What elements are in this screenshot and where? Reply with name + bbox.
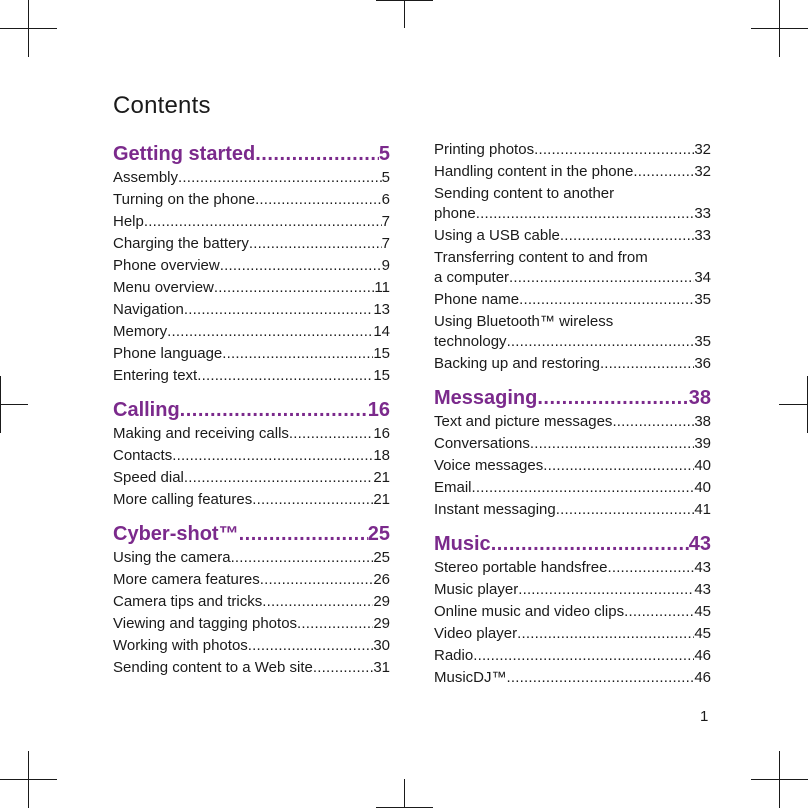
toc-entry[interactable] xyxy=(113,366,390,388)
entry-page: 9 xyxy=(381,257,390,274)
dot-leader xyxy=(231,548,374,568)
dot-leader xyxy=(313,658,373,678)
crop-mark xyxy=(0,404,28,405)
dot-leader xyxy=(172,446,373,466)
toc-entry[interactable] xyxy=(434,140,711,162)
toc-left-column xyxy=(113,140,390,680)
dot-leader xyxy=(178,168,382,188)
entry-label-line2: a computer xyxy=(434,269,510,286)
toc-entry[interactable] xyxy=(434,478,711,500)
toc-right-column xyxy=(434,140,711,690)
dot-leader xyxy=(297,614,373,634)
toc-entry[interactable] xyxy=(434,500,711,522)
entry-page: 43 xyxy=(694,559,711,576)
crop-mark xyxy=(404,779,405,808)
dot-leader xyxy=(556,500,695,520)
dot-leader xyxy=(518,580,694,600)
entry-label: Video player xyxy=(434,625,518,642)
toc-entry[interactable] xyxy=(113,614,390,636)
dot-leader xyxy=(612,412,694,432)
entry-label: Making and receiving calls xyxy=(113,425,289,442)
entry-page: 15 xyxy=(373,367,390,384)
toc-entry[interactable] xyxy=(434,184,711,224)
dot-leader xyxy=(220,256,382,276)
dot-leader xyxy=(607,558,694,578)
section-page: 43 xyxy=(688,533,711,555)
entry-page: 40 xyxy=(694,479,711,496)
entry-page: 43 xyxy=(694,581,711,598)
dot-leader xyxy=(184,468,373,488)
dot-leader xyxy=(633,162,694,182)
dot-leader xyxy=(473,646,694,666)
toc-entry[interactable] xyxy=(113,570,390,592)
toc-entry[interactable] xyxy=(434,248,711,288)
entry-page: 29 xyxy=(373,615,390,632)
dot-leader xyxy=(167,322,373,342)
dot-leader xyxy=(222,344,373,364)
section-title: Calling xyxy=(113,399,180,421)
toc-entry[interactable] xyxy=(434,226,711,248)
crop-mark xyxy=(0,376,1,433)
toc-entry[interactable] xyxy=(113,490,390,512)
crop-mark xyxy=(404,0,405,28)
toc-entry[interactable] xyxy=(434,602,711,624)
entry-label: Entering text xyxy=(113,367,198,384)
toc-entry[interactable] xyxy=(434,668,711,690)
entry-label: Contacts xyxy=(113,447,173,464)
entry-label: Email xyxy=(434,479,472,496)
entry-label: Instant messaging xyxy=(434,501,556,518)
entry-page: 13 xyxy=(373,301,390,318)
toc-entry[interactable] xyxy=(113,344,390,366)
dot-leader xyxy=(519,290,694,310)
entry-page: 21 xyxy=(373,491,390,508)
entry-label-line1: Using Bluetooth™ wireless xyxy=(434,313,614,330)
toc-entry[interactable] xyxy=(113,592,390,614)
dot-leader xyxy=(476,204,695,224)
entry-page: 15 xyxy=(373,345,390,362)
entry-label: Sending content to a Web site xyxy=(113,659,313,676)
toc-entry[interactable] xyxy=(434,312,711,352)
toc-entry[interactable] xyxy=(434,290,711,312)
entry-page: 39 xyxy=(694,435,711,452)
dot-leader xyxy=(507,668,695,688)
entry-label: MusicDJ™ xyxy=(434,669,507,686)
dot-leader xyxy=(184,300,373,320)
entry-label: Printing photos xyxy=(434,141,535,158)
section-title: Messaging xyxy=(434,387,538,409)
toc-section-heading[interactable] xyxy=(113,520,390,548)
entry-page: 40 xyxy=(694,457,711,474)
entry-page: 11 xyxy=(374,279,390,296)
entry-label: Viewing and tagging photos xyxy=(113,615,298,632)
section-title: Getting started xyxy=(113,143,256,165)
dot-leader xyxy=(543,456,694,476)
entry-label: Backing up and restoring xyxy=(434,355,600,372)
entry-label-line2: phone xyxy=(434,205,476,222)
crop-mark xyxy=(376,0,433,1)
toc-entry[interactable] xyxy=(113,190,390,212)
dot-leader xyxy=(507,332,695,352)
dot-leader xyxy=(534,140,694,160)
entry-page: 7 xyxy=(381,235,390,252)
entry-page: 29 xyxy=(373,593,390,610)
dot-leader xyxy=(260,570,374,590)
section-title: Cyber-shot™ xyxy=(113,523,239,545)
entry-label: Turning on the phone xyxy=(113,191,256,208)
page-number: 1 xyxy=(700,708,709,725)
toc-section-heading[interactable] xyxy=(113,140,390,168)
entry-page: 34 xyxy=(694,269,711,286)
entry-page: 32 xyxy=(694,163,711,180)
entry-label: Using the camera xyxy=(113,549,231,566)
entry-page: 46 xyxy=(694,647,711,664)
dot-leader xyxy=(180,396,368,424)
entry-label-line1: Sending content to another xyxy=(434,185,615,202)
dot-leader xyxy=(530,434,694,454)
dot-leader xyxy=(472,478,695,498)
entry-page: 5 xyxy=(381,169,390,186)
toc-entry[interactable] xyxy=(113,256,390,278)
entry-page: 33 xyxy=(694,227,711,244)
toc-entry[interactable] xyxy=(434,646,711,668)
entry-page: 33 xyxy=(694,205,711,222)
entry-page: 26 xyxy=(373,571,390,588)
entry-page: 30 xyxy=(373,637,390,654)
entry-page: 35 xyxy=(694,291,711,308)
dot-leader xyxy=(560,226,694,246)
entry-label: Help xyxy=(113,213,144,230)
section-page: 5 xyxy=(378,143,390,165)
entry-label: Music player xyxy=(434,581,519,598)
section-title: Music xyxy=(434,533,491,555)
toc-entry[interactable] xyxy=(434,580,711,602)
section-page: 25 xyxy=(367,523,390,545)
toc-entry[interactable] xyxy=(434,456,711,478)
crop-mark xyxy=(0,28,57,29)
entry-page: 35 xyxy=(694,333,711,350)
entry-label: Stereo portable handsfree xyxy=(434,559,608,576)
page-title: Contents xyxy=(113,92,211,119)
crop-mark xyxy=(779,404,808,405)
entry-page: 41 xyxy=(694,501,711,518)
entry-label: Using a USB cable xyxy=(434,227,560,244)
dot-leader xyxy=(248,636,374,656)
dot-leader xyxy=(239,520,368,548)
dot-leader xyxy=(249,234,382,254)
entry-page: 16 xyxy=(373,425,390,442)
toc-entry[interactable] xyxy=(434,354,711,376)
entry-label: Charging the battery xyxy=(113,235,249,252)
toc-entry[interactable] xyxy=(434,624,711,646)
section-page: 16 xyxy=(367,399,390,421)
crop-mark xyxy=(751,779,808,780)
entry-label: Memory xyxy=(113,323,168,340)
dot-leader xyxy=(197,366,373,386)
dot-leader xyxy=(491,530,689,558)
dot-leader xyxy=(255,140,379,168)
entry-label-line1: Transferring content to and from xyxy=(434,249,648,266)
entry-label: Online music and video clips xyxy=(434,603,625,620)
entry-label: Phone overview xyxy=(113,257,220,274)
entry-label: More camera features xyxy=(113,571,260,588)
dot-leader xyxy=(509,268,694,288)
dot-leader xyxy=(262,592,373,612)
toc-entry[interactable] xyxy=(113,234,390,256)
toc-entry[interactable] xyxy=(434,162,711,184)
dot-leader xyxy=(517,624,694,644)
toc-entry[interactable] xyxy=(113,658,390,680)
entry-label: Assembly xyxy=(113,169,179,186)
toc-entry[interactable] xyxy=(113,322,390,344)
entry-label: Speed dial xyxy=(113,469,184,486)
entry-page: 36 xyxy=(694,355,711,372)
entry-label: Handling content in the phone xyxy=(434,163,634,180)
crop-mark xyxy=(0,779,57,780)
dot-leader xyxy=(144,212,382,232)
entry-page: 32 xyxy=(694,141,711,158)
entry-label: Voice messages xyxy=(434,457,544,474)
entry-label: Radio xyxy=(434,647,474,664)
toc-entry[interactable] xyxy=(113,424,390,446)
dot-leader xyxy=(600,354,694,374)
entry-page: 38 xyxy=(694,413,711,430)
entry-page: 6 xyxy=(381,191,390,208)
entry-page: 31 xyxy=(373,659,390,676)
entry-label: Navigation xyxy=(113,301,184,318)
toc-entry[interactable] xyxy=(113,548,390,570)
entry-label: Phone language xyxy=(113,345,223,362)
toc-entry[interactable] xyxy=(113,168,390,190)
section-page: 38 xyxy=(688,387,711,409)
entry-page: 45 xyxy=(694,603,711,620)
entry-page: 21 xyxy=(373,469,390,486)
crop-mark xyxy=(751,28,808,29)
entry-page: 14 xyxy=(373,323,390,340)
toc-entry[interactable] xyxy=(113,212,390,234)
entry-label: Menu overview xyxy=(113,279,214,296)
entry-label: Text and picture messages xyxy=(434,413,613,430)
entry-page: 7 xyxy=(381,213,390,230)
toc-section-heading[interactable] xyxy=(434,384,711,412)
entry-page: 18 xyxy=(373,447,390,464)
entry-label-line2: technology xyxy=(434,333,507,350)
toc-entry[interactable] xyxy=(113,636,390,658)
entry-label: Working with photos xyxy=(113,637,248,654)
dot-leader xyxy=(537,384,688,412)
dot-leader xyxy=(214,278,375,298)
toc-entry[interactable] xyxy=(113,446,390,468)
toc-entry[interactable] xyxy=(113,468,390,490)
toc-section-heading[interactable] xyxy=(113,396,390,424)
toc-section-heading[interactable] xyxy=(434,530,711,558)
entry-label: Phone name xyxy=(434,291,520,308)
toc-entry[interactable] xyxy=(434,412,711,434)
entry-label: Camera tips and tricks xyxy=(113,593,263,610)
entry-page: 46 xyxy=(694,669,711,686)
entry-label: Conversations xyxy=(434,435,530,452)
toc-entry[interactable] xyxy=(434,558,711,580)
entry-page: 25 xyxy=(373,549,390,566)
dot-leader xyxy=(252,490,373,510)
toc-entry[interactable] xyxy=(113,300,390,322)
toc-entry[interactable] xyxy=(434,434,711,456)
toc-entry[interactable] xyxy=(113,278,390,300)
dot-leader xyxy=(289,424,373,444)
dot-leader xyxy=(255,190,382,210)
dot-leader xyxy=(624,602,694,622)
entry-label: More calling features xyxy=(113,491,253,508)
entry-page: 45 xyxy=(694,625,711,642)
